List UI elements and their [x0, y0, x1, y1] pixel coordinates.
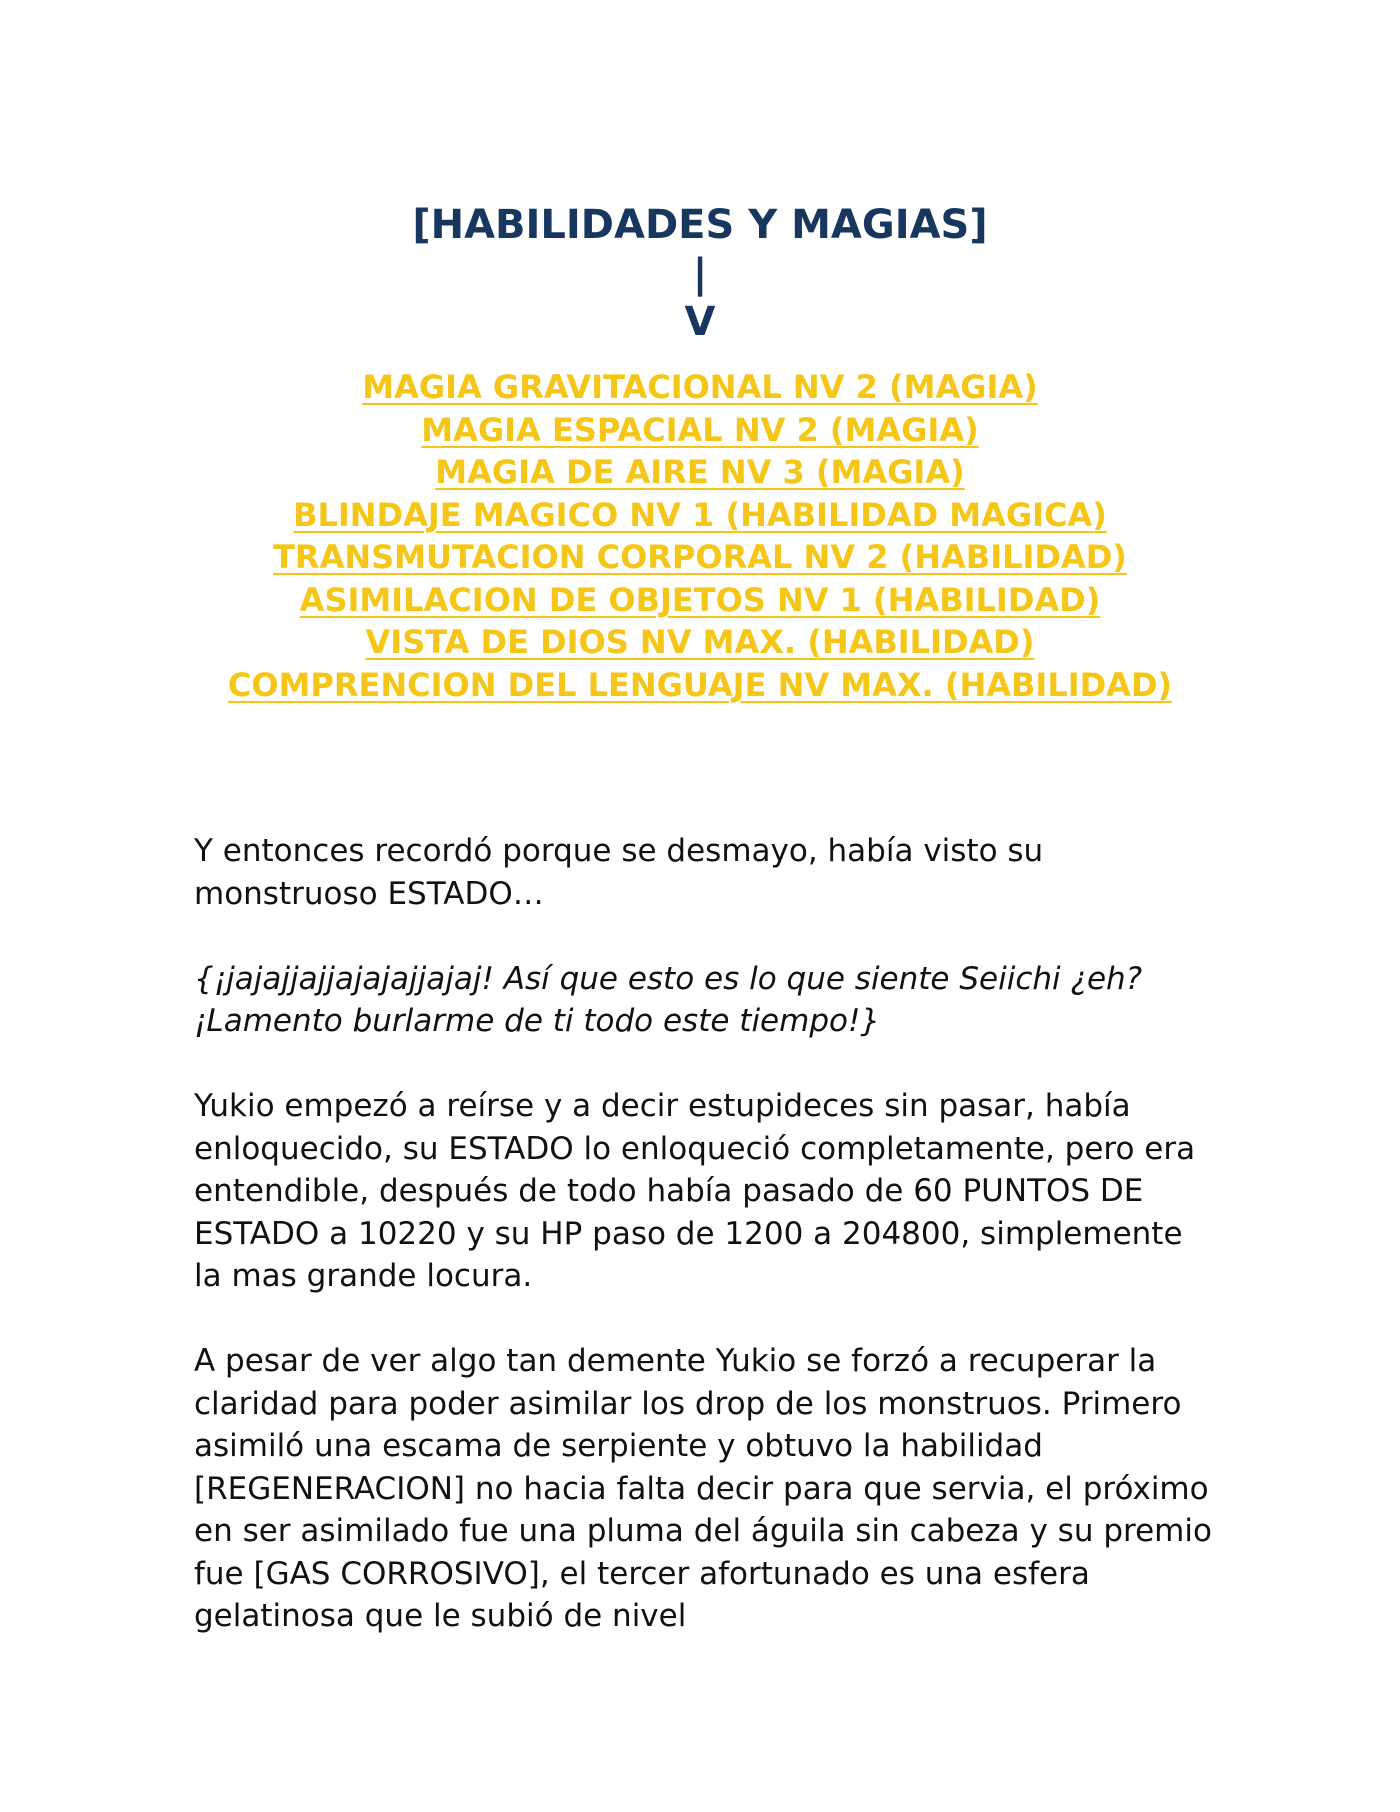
- skill-link-vista-de-dios[interactable]: VISTA DE DIOS NV MAX. (HABILIDAD): [365, 623, 1035, 661]
- skill-link-comprencion[interactable]: COMPRENCION DEL LENGUAJE NV MAX. (HABILIDAD): [227, 665, 1173, 704]
- arrow-bar-icon: |: [692, 251, 708, 297]
- paragraph-asimilacion: A pesar de ver algo tan demente Yukio se forzó a recuperar la claridad para poder asimilar los drop de los monstruos. Primero asimiló una escama de serpiente y obtuvo la habilidad [REGENERACION] no hacia falta decir para que servia, el próximo en ser asimilado fue una pluma del águila sin cabeza y su premio fue [GAS CORROSIVO], el tercer afortunado es una esfera gelatinosa que le subió de nivel: [194, 1343, 1212, 1634]
- skill-link-gravitacional[interactable]: MAGIA GRAVITACIONAL NV 2 (MAGIA): [362, 368, 1038, 406]
- section-title: [HABILIDADES Y MAGIAS]: [412, 202, 988, 248]
- story-body: [194, 830, 1214, 1680]
- skill-link-blindaje[interactable]: BLINDAJE MAGICO NV 1 (HABILIDAD MAGICA): [293, 495, 1107, 534]
- skill-link-transmutacion[interactable]: TRANSMUTACION CORPORAL NV 2 (HABILIDAD): [273, 538, 1127, 576]
- arrow-head-icon: V: [684, 299, 716, 345]
- skills-heading-block: [0, 200, 1400, 346]
- skill-link-asimilacion[interactable]: ASIMILACION DE OBJETOS NV 1 (HABILIDAD): [299, 580, 1101, 619]
- skills-list: [0, 366, 1400, 706]
- paragraph-recuerdo: Y entonces recordó porque se desmayo, había visto su monstruoso ESTADO…: [194, 833, 1044, 912]
- paragraph-dialogo: {¡jajajjajjajajajjajaj! Así que esto es lo que siente Seiichi ¿eh? ¡Lamento burlarme de ti todo este tiempo!}: [194, 960, 1143, 1039]
- skill-link-espacial[interactable]: MAGIA ESPACIAL NV 2 (MAGIA): [421, 410, 979, 449]
- skill-link-aire[interactable]: MAGIA DE AIRE NV 3 (MAGIA): [435, 453, 965, 491]
- paragraph-locura: Yukio empezó a reírse y a decir estupideces sin pasar, había enloquecido, su ESTADO lo enloqueció completamente, pero era entendible, después de todo había pasado de 60 PUNTOS DE ESTADO a 10220 y su HP paso de 1200 a 204800, simplemente la mas grande locura.: [194, 1088, 1196, 1294]
